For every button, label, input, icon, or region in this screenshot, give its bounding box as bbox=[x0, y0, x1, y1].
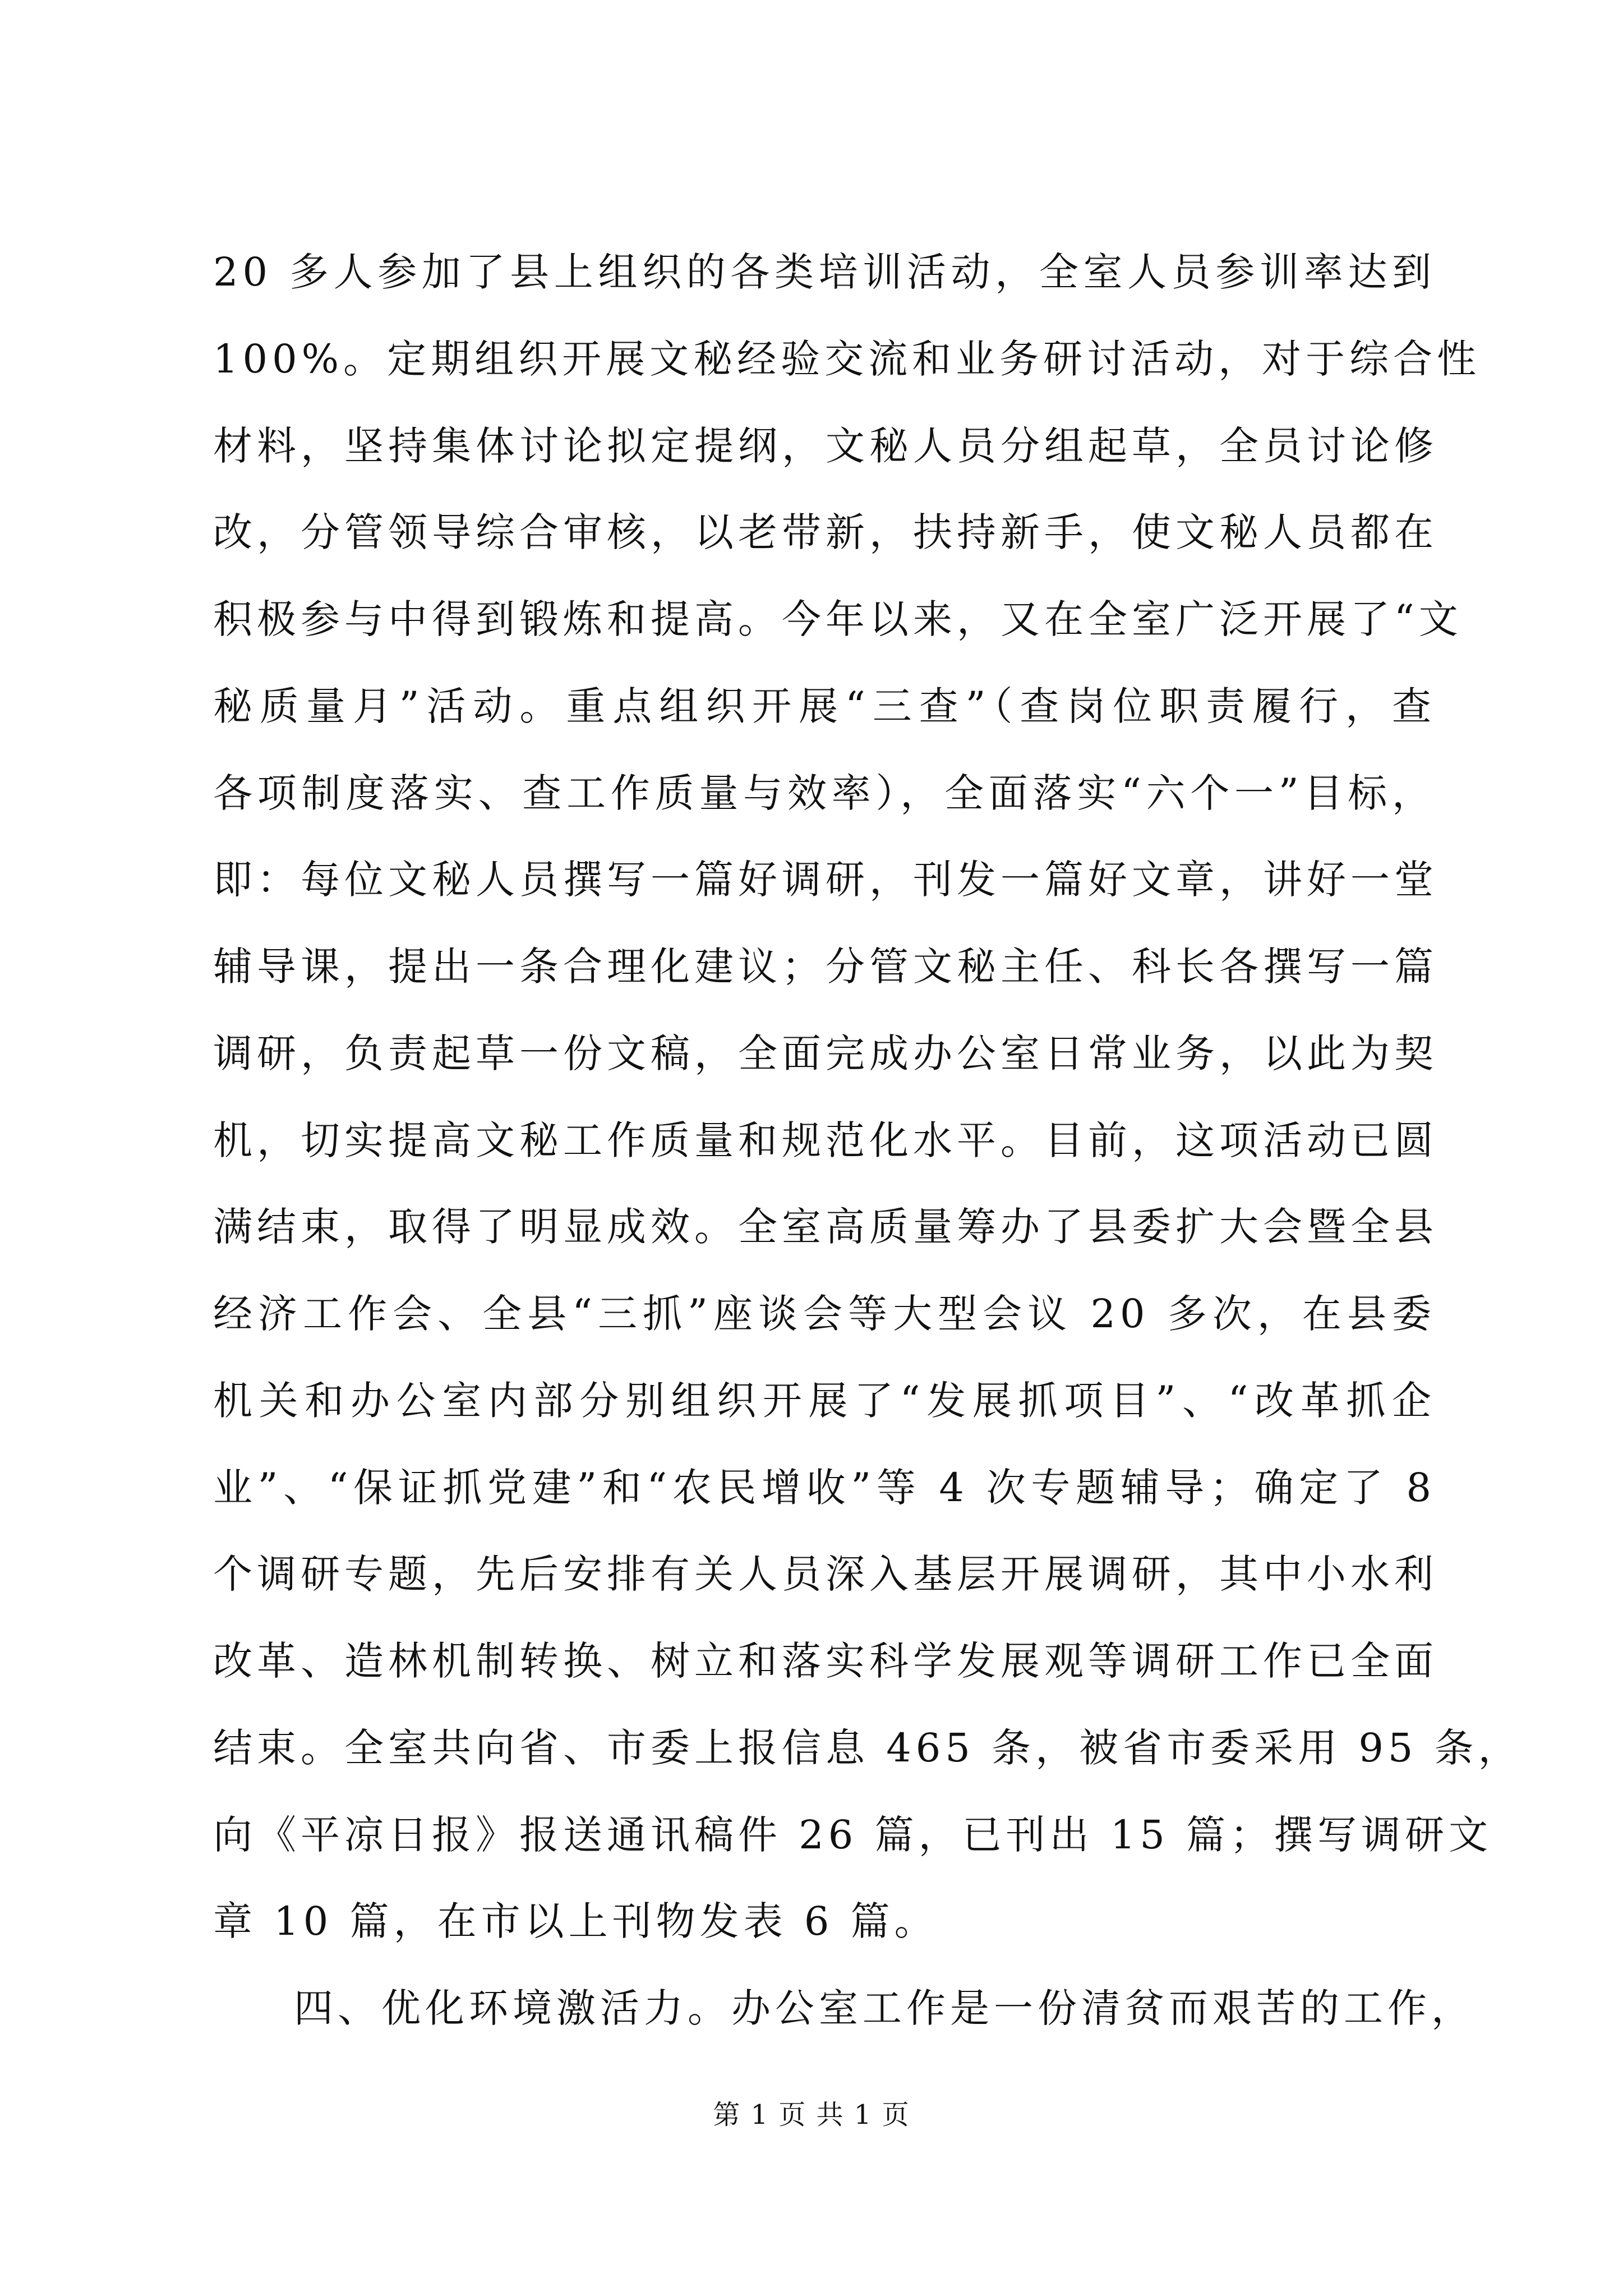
text-line: 经济工作会、全县“三抓”座谈会等大型会议 20 多次，在县委 bbox=[213, 1291, 1436, 1337]
text-line: 100%。定期组织开展文秘经验交流和业务研讨活动，对于综合性 bbox=[213, 336, 1481, 382]
text-line: 辅导课，提出一条合理化建议；分管文秘主任、科长各撰写一篇 bbox=[213, 944, 1438, 990]
text-line: 结束。全室共向省、市委上报信息 465 条，被省市委采用 95 条， bbox=[213, 1725, 1522, 1771]
text-line: 业”、“保证抓党建”和“农民增收”等 4 次专题辅导；确定了 8 bbox=[213, 1465, 1436, 1511]
text-line: 秘质量月”活动。重点组织开展“三查”（查岗位职责履行，查 bbox=[213, 683, 1436, 729]
paragraph-start-line: 四、优化环境激活力。办公室工作是一份清贫而艰苦的工作， bbox=[294, 1985, 1475, 2031]
text-line: 即：每位文秘人员撰写一篇好调研，刊发一篇好文章，讲好一堂 bbox=[213, 857, 1438, 903]
text-line: 20 多人参加了县上组织的各类培训活动，全室人员参训率达到 bbox=[213, 249, 1436, 295]
text-line: 个调研专题，先后安排有关人员深入基层开展调研，其中小水利 bbox=[213, 1551, 1438, 1597]
text-line: 机关和办公室内部分别组织开展了“发展抓项目”、“改革抓企 bbox=[213, 1378, 1436, 1424]
text-line: 改革、造林机制转换、树立和落实科学发展观等调研工作已全面 bbox=[213, 1638, 1438, 1684]
text-line: 满结束，取得了明显成效。全室高质量筹办了县委扩大会暨全县 bbox=[213, 1204, 1438, 1250]
text-line: 调研，负责起草一份文稿，全面完成办公室日常业务，以此为契 bbox=[213, 1030, 1438, 1076]
text-line: 机，切实提高文秘工作质量和规范化水平。目前，这项活动已圆 bbox=[213, 1117, 1438, 1163]
text-line: 材料，坚持集体讨论拟定提纲，文秘人员分组起草，全员讨论修 bbox=[213, 423, 1438, 469]
text-line: 积极参与中得到锻炼和提高。今年以来，又在全室广泛开展了“文 bbox=[213, 596, 1463, 642]
text-line: 章 10 篇，在市以上刊物发表 6 篇。 bbox=[213, 1898, 938, 1944]
page-footer: 第 1 页 共 1 页 bbox=[713, 2099, 910, 2131]
text-line: 向《平凉日报》报送通讯稿件 26 篇，已刊出 15 篇；撰写调研文 bbox=[213, 1812, 1493, 1858]
text-line: 改，分管领导综合审核，以老带新，扶持新手，使文秘人员都在 bbox=[213, 509, 1438, 555]
text-line: 各项制度落实、查工作质量与效率），全面落实“六个一”目标， bbox=[213, 770, 1436, 816]
